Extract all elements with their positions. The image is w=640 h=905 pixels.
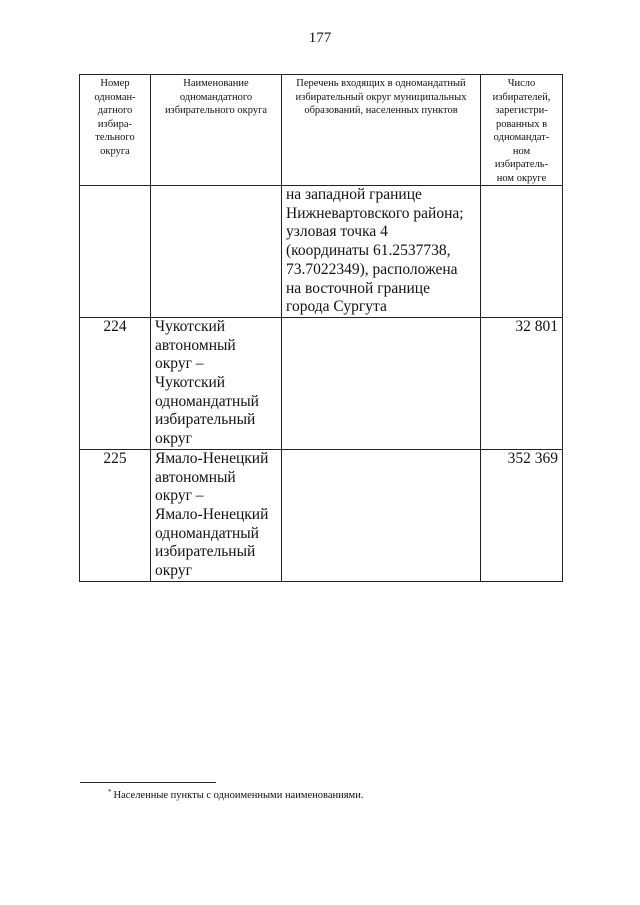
footnote-marker: * bbox=[108, 788, 112, 796]
table-row bbox=[80, 317, 563, 449]
voter-count: 352 369 bbox=[481, 449, 563, 581]
header-district-number: Номер одноман- датного избира- тельного округа bbox=[80, 75, 151, 186]
footnote bbox=[108, 790, 363, 801]
continuation-text: на западной границе Нижневартовского района; узловая точка 4 (координаты 61.2537738, 73.7022349), расположена на восточной границе города Сургута bbox=[286, 186, 464, 316]
table-header-row bbox=[80, 75, 563, 186]
header-district-name: Наименование одномандатного избирательного округа bbox=[151, 75, 282, 186]
district-number: 225 bbox=[80, 449, 151, 581]
municipalities-cell bbox=[282, 317, 481, 449]
table-row bbox=[80, 449, 563, 581]
district-name: Ямало-Ненецкий автономный округ – Ямало-Ненецкий одномандатный избирательный округ bbox=[155, 449, 269, 580]
continuation-number-cell bbox=[80, 186, 151, 318]
continuation-name-cell bbox=[151, 186, 282, 318]
page-number: 177 bbox=[308, 30, 332, 46]
district-name: Чукотский автономный округ – Чукотский одномандатный избирательный округ bbox=[155, 317, 259, 448]
footnote-divider bbox=[80, 782, 216, 783]
header-municipalities-list: Перечень входящих в одномандатный избирательный округ муниципальных образований, населенных пунктов bbox=[282, 75, 481, 186]
district-name-cell bbox=[151, 317, 282, 449]
voter-count: 32 801 bbox=[481, 317, 563, 449]
continuation-municipalities-cell bbox=[282, 186, 481, 318]
table-row-continuation bbox=[80, 186, 563, 318]
continuation-voters-cell bbox=[481, 186, 563, 318]
municipalities-cell bbox=[282, 449, 481, 581]
header-voter-count: Число избирателей, зарегистри- рованных в одномандат- ном избиратель- ном округе bbox=[481, 75, 563, 186]
footnote-text: Населенные пункты с одноименными наименованиями. bbox=[113, 790, 364, 801]
districts-table bbox=[79, 74, 563, 582]
district-name-cell bbox=[151, 449, 282, 581]
district-number: 224 bbox=[80, 317, 151, 449]
